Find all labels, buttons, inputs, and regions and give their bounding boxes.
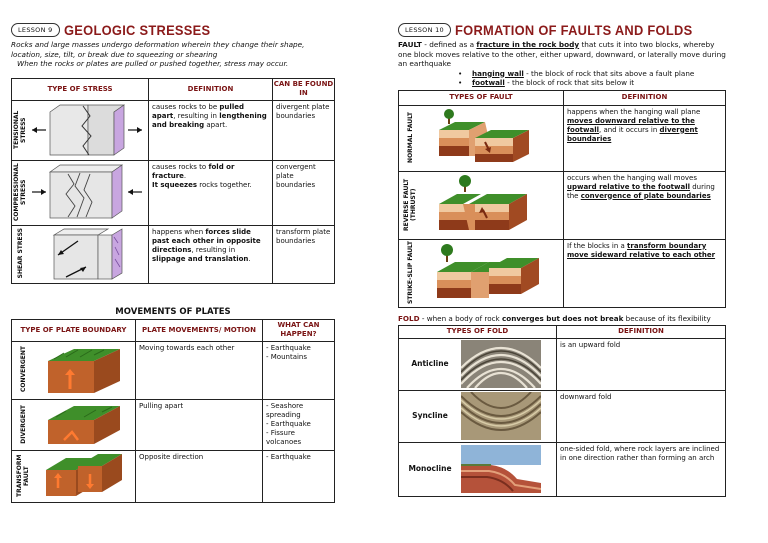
fault-definition: FAULT - defined as a fracture in the rock body that cuts it into two blocks, whereby one block moves relative to the other, either upward, downward, or laterally move during an earthquake (398, 40, 726, 68)
strike-slip-fault-icon (433, 242, 543, 304)
row-label: TENSIONAL STRESS (13, 110, 27, 149)
intro-text: Rocks and large masses undergo deformation wherein they change their shape, location, size, tilt, or break due to squeezing or shearing (11, 40, 305, 59)
list-item: • footwall - the block of rock that sits below it (458, 77, 635, 87)
monocline-photo (461, 445, 541, 493)
fold-definition: FOLD - when a body of rock converges but does not break because of its flexibility (398, 313, 711, 323)
found-in: divergent plate boundaries (273, 100, 335, 160)
anticline-photo (461, 340, 541, 388)
table-row: TENSIONAL STRESS causes rocks to be pulled apart, resulting in lengthening and breaking apart. divergent plate boundaries (12, 100, 335, 160)
fault-table (398, 90, 726, 308)
table-row: COMPRESSIONAL STRESS causes rocks to fold or fracture. It squeezes rocks together. convergent plate boundaries (12, 160, 335, 225)
divergent-boundary-icon (44, 400, 124, 448)
row-label: NORMAL FAULT (406, 112, 414, 163)
fold-table (398, 325, 726, 497)
table-row: DIVERGENT Pulling apart - Seashore spreading - Earthquake - Fissure volcanoes (12, 399, 335, 450)
syncline-photo (461, 392, 541, 440)
lesson-badge: LESSON 9 (11, 23, 60, 37)
reverse-fault-icon (435, 174, 535, 236)
shear-stress-icon (28, 227, 146, 281)
col-header: TYPE OF STRESS (12, 78, 149, 100)
lesson-10-page (398, 0, 726, 497)
fold-definition-text: downward fold (557, 390, 726, 442)
plate-motion: Opposite direction (136, 450, 263, 502)
found-in: transform plate boundaries (273, 225, 335, 283)
table-row: REVERSE FAULT (THRUST) occurs when the hanging wall moves upward relative to the footwall during the convergence of plate boundaries (399, 171, 726, 239)
fold-label: Anticline (411, 359, 449, 368)
col-header: WHAT CAN HAPPEN? (263, 319, 335, 341)
movements-title: MOVEMENTS OF PLATES (115, 306, 231, 317)
col-header: TYPE OF PLATE BOUNDARY (12, 319, 136, 341)
table-row (399, 338, 726, 390)
page-title: FORMATION OF FAULTS AND FOLDS (455, 22, 693, 38)
plate-table (11, 319, 335, 503)
table-row: SHEAR STRESS happens when forces slide past each other in opposite directions, resulting in slippage and translation. transform plate boundaries (12, 225, 335, 283)
normal-fault-icon (435, 108, 535, 168)
col-header: CAN BE FOUND IN (273, 78, 335, 100)
table-row: NORMAL FAULT happens when the hanging wall plane moves downward relative to the footwall, and it occurs in divergent boundaries (399, 105, 726, 171)
stress-table (11, 78, 335, 284)
table-row: TRANSFORM FAULT Opposite direction - Earthquake (12, 450, 335, 502)
lesson-9-header (11, 20, 335, 40)
list-item: • hanging wall - the block of rock that sits above a fault plane (458, 68, 695, 78)
row-label: STRIKE-SLIP FAULT (406, 240, 414, 305)
col-header: TYPES OF FAULT (399, 90, 564, 105)
compressional-stress-icon (28, 162, 146, 222)
lesson-badge: LESSON 10 (398, 23, 451, 37)
col-header: DEFINITION (557, 325, 726, 338)
tensional-stress-icon (28, 102, 146, 158)
col-header: DEFINITION (149, 78, 273, 100)
table-row: STRIKE-SLIP FAULT If the blocks in a transform boundary move sideward relative to each other (399, 239, 726, 307)
row-label: COMPRESSIONAL STRESS (13, 163, 27, 221)
col-header: TYPES OF FOLD (399, 325, 557, 338)
lesson-10-header (398, 20, 726, 40)
fold-label: Monocline (408, 464, 452, 473)
intro-text-2: When the rocks or plates are pulled or pushed together, stress may occur. (17, 59, 289, 68)
row-label: REVERSE FAULT (THRUST) (403, 178, 417, 231)
found-in: convergent plate boundaries (273, 160, 335, 225)
col-header: PLATE MOVEMENTS/ MOTION (136, 319, 263, 341)
table-row (399, 442, 726, 496)
col-header: DEFINITION (564, 90, 726, 105)
row-label: SHEAR STRESS (16, 228, 24, 279)
page-title: GEOLOGIC STRESSES (63, 22, 210, 38)
plate-motion: Moving towards each other (136, 341, 263, 399)
row-label: TRANSFORM FAULT (16, 454, 30, 497)
fold-definition-text: one-sided fold, where rock layers are inclined in one direction rather than forming an arch (557, 442, 726, 496)
fold-definition-text: is an upward fold (557, 338, 726, 390)
row-label: DIVERGENT (19, 404, 27, 444)
fold-label: Syncline (412, 411, 448, 420)
convergent-boundary-icon (44, 343, 124, 397)
transform-fault-icon (42, 452, 126, 500)
table-row: CONVERGENT Moving towards each other - Earthquake - Mountains (12, 341, 335, 399)
table-row (399, 390, 726, 442)
plate-motion: Pulling apart (136, 399, 263, 450)
lesson-9-page (11, 0, 335, 503)
row-label: CONVERGENT (19, 346, 27, 393)
